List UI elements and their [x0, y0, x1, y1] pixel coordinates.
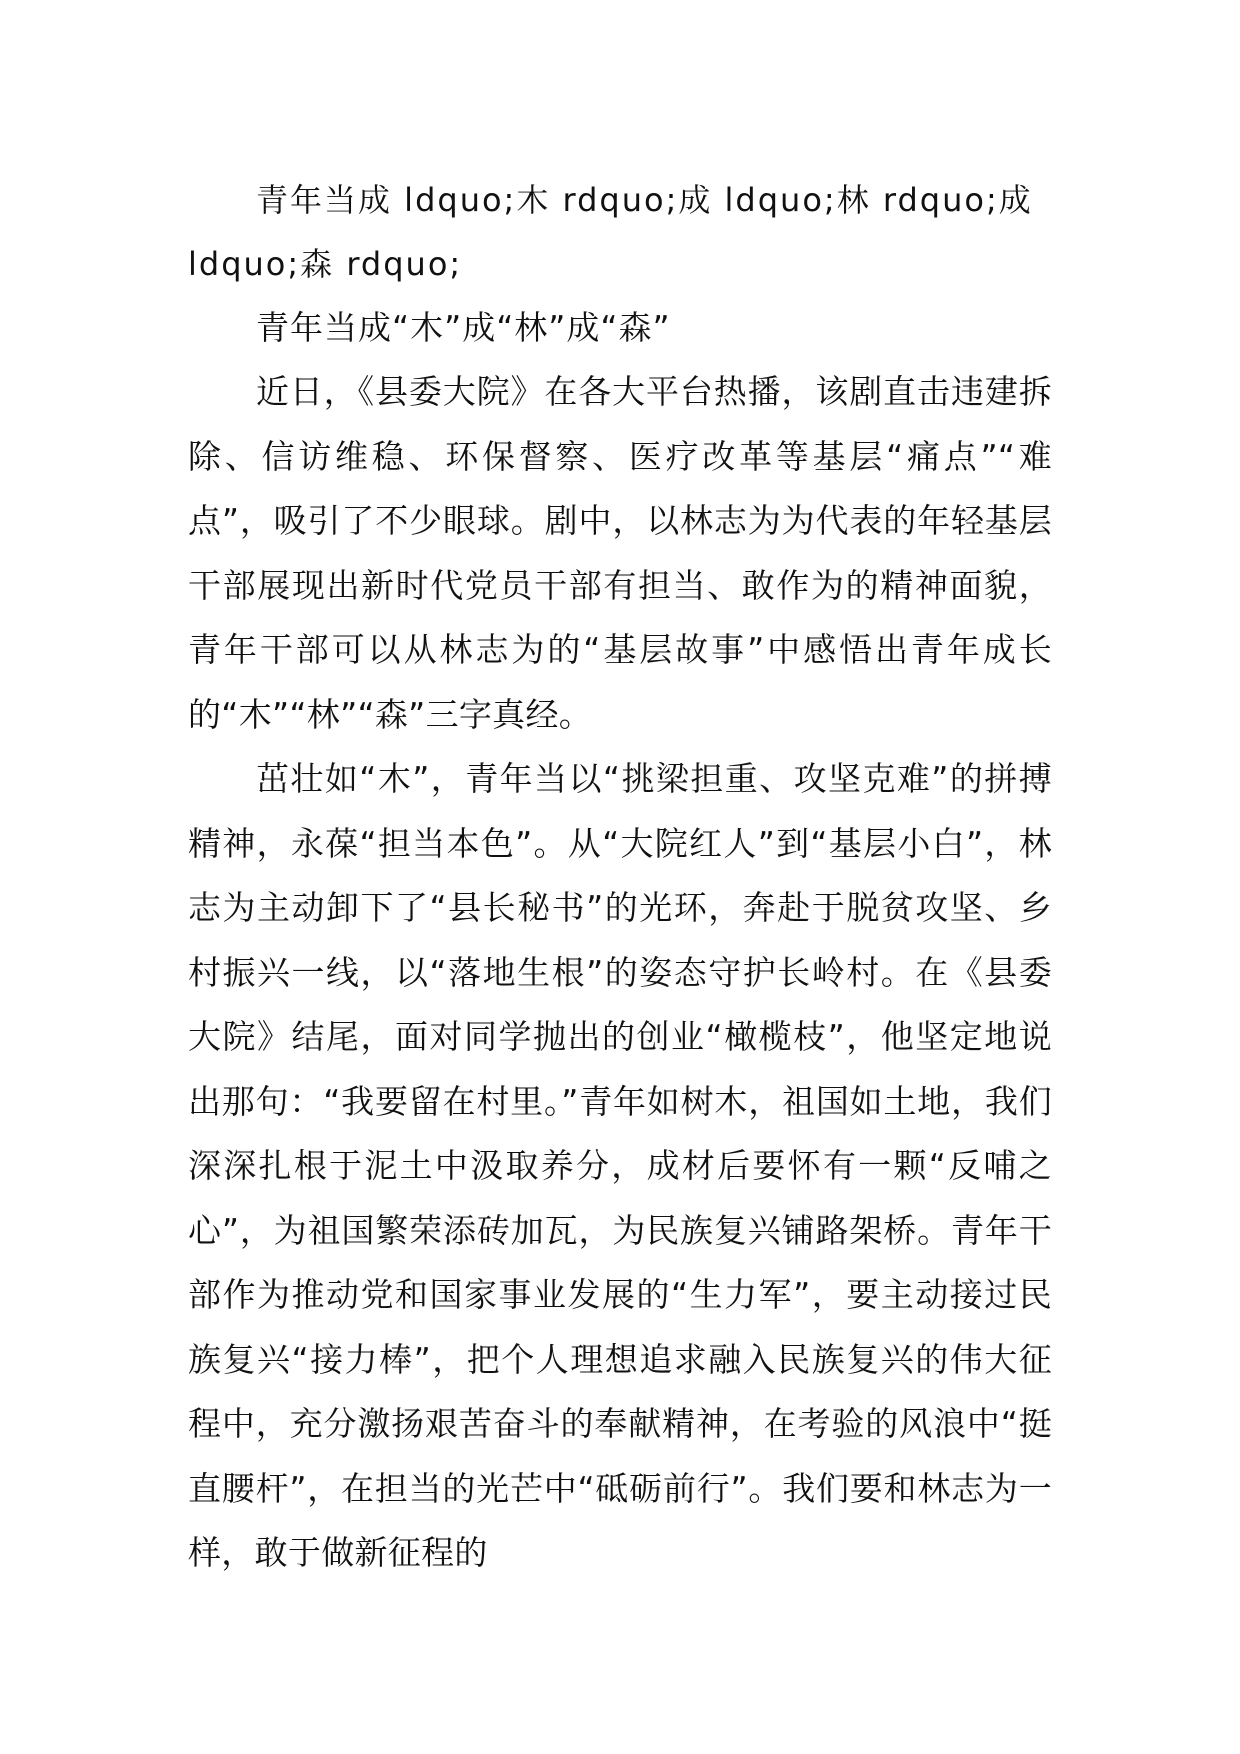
raw-title-line: 青年当成 ldquo;木 rdquo;成 ldquo;林 rdquo;成 ldquo;森 rdquo;: [188, 181, 1033, 283]
paragraph-wood: 茁壮如“木”，青年当以“挑梁担重、攻坚克难”的拼搏精神，永葆“担当本色”。从“大院红人”到“基层小白”，林志为主动卸下了“县长秘书”的光环，奔赴于脱贫攻坚、乡村振兴一线，以“落地生根”的姿态守护长岭村。在《县委大院》结尾，面对同学抛出的创业“橄榄枝”，他坚定地说出那句：“我要留在村里。”青年如树木，祖国如土地，我们深深扎根于泥土中汲取养分，成材后要怀有一颗“反哺之心”，为祖国繁荣添砖加瓦，为民族复兴铺路架桥。青年干部作为推动党和国家事业发展的“生力军”，要主动接过民族复兴“接力棒”，把个人理想追求融入民族复兴的伟大征程中，充分激扬艰苦奋斗的奉献精神，在考验的风浪中“挺直腰杆”，在担当的光芒中“砥砺前行”。我们要和林志为一样，敢于做新征程的: [188, 759, 1052, 1572]
document-title: 青年当成“木”成“林”成“森”: [256, 308, 671, 347]
document-page: [188, 168, 1052, 1586]
paragraph-intro: 近日，《县委大院》在各大平台热播，该剧直击违建拆除、信访维稳、环保督察、医疗改革等基层“痛点”“难点”，吸引了不少眼球。剧中，以林志为为代表的年轻基层干部展现出新时代党员干部有担当、敢作为的精神面貌，青年干部可以从林志为的“基层故事”中感悟出青年成长的“木”“林”“森”三字真经。: [188, 372, 1052, 734]
